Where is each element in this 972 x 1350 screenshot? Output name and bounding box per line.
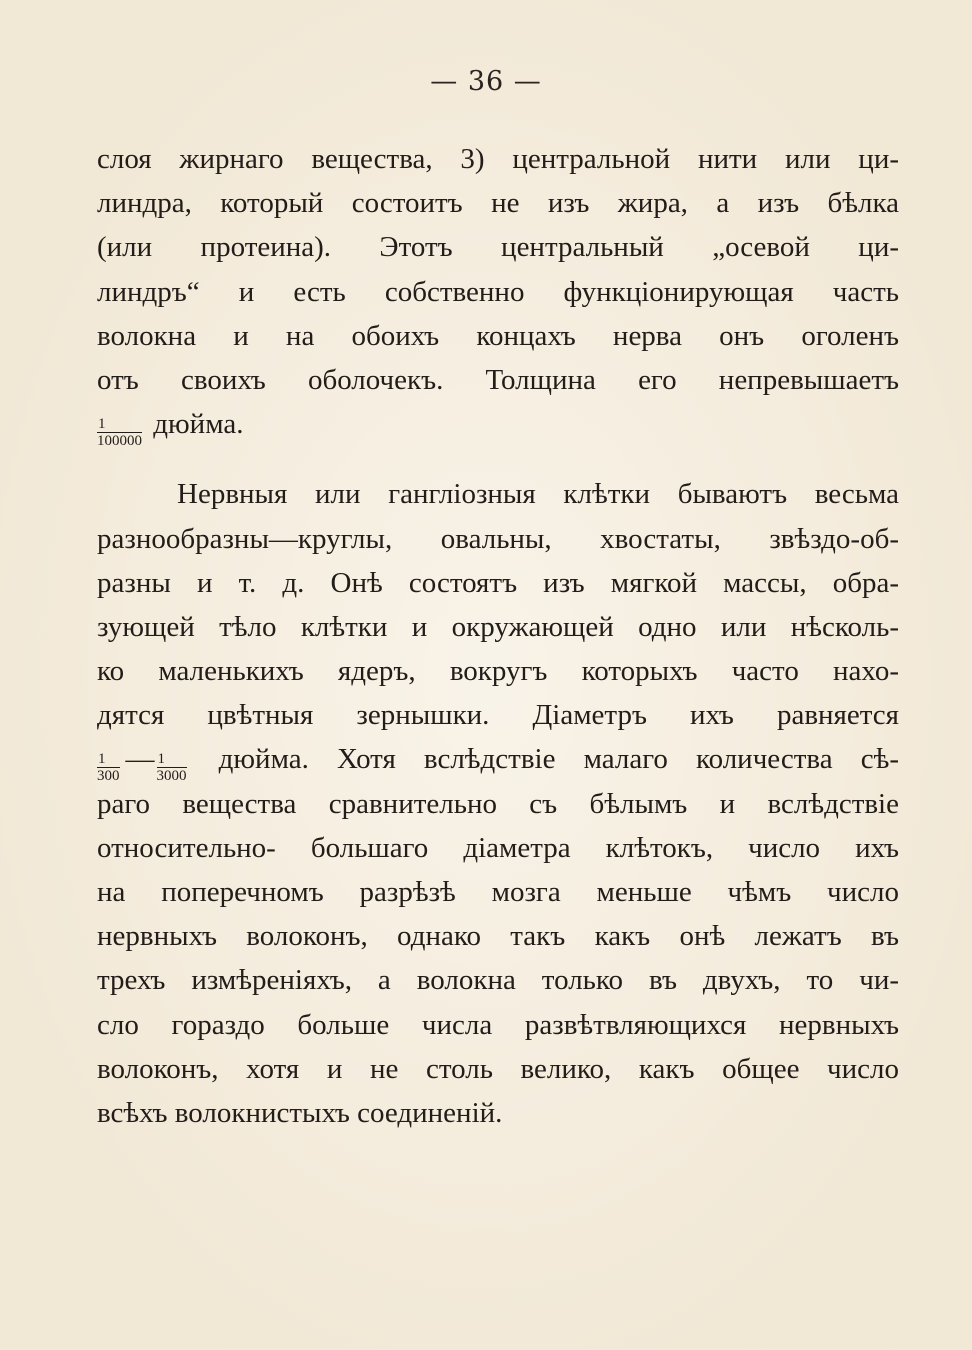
text-line-fractions	[97, 737, 899, 781]
text-line: линдръ“ и есть собственно функціонирующая часть	[97, 275, 899, 308]
text-line: ко маленькихъ ядеръ, вокругъ которыхъ часто нахо-	[97, 655, 899, 688]
text-line: нервныхъ волоконъ, однако такъ какъ онѣ лежатъ въ	[97, 920, 899, 953]
text-fragment: дюйма.	[153, 408, 244, 441]
text-line: дятся цвѣтныя зернышки. Діаметръ ихъ равняется	[97, 699, 899, 732]
dash: —	[125, 743, 155, 776]
text-line: волоконъ, хотя и не столь велико, какъ общее число	[97, 1052, 899, 1085]
fraction-denominator: 3000	[156, 768, 187, 782]
text-line: на поперечномъ разрѣзѣ мозга меньше чѣмъ число	[97, 876, 899, 908]
text-fragment: дюйма. Хотя вслѣдствіе малаго количества сѣ-	[218, 743, 899, 776]
body-text	[97, 137, 899, 1135]
text-line: линдра, который состоитъ не изъ жира, а изъ бѣлка	[97, 187, 899, 220]
text-line-fraction	[97, 402, 899, 446]
text-line: волокна и на обоихъ концахъ нерва онъ оголенъ	[97, 319, 899, 352]
text-line: всѣхъ волокнистыхъ соединеній.	[97, 1096, 503, 1129]
text-line: слоя жирнаго вещества, 3) центральной нити или ци-	[97, 143, 899, 175]
fraction-numerator: 1	[157, 751, 187, 768]
text-line: зующей тѣло клѣтки и окружающей одно или нѣсколь-	[97, 610, 899, 643]
text-line: (или протеина). Этотъ центральный „осевой ци-	[97, 231, 899, 264]
fraction-numerator: 1	[97, 416, 142, 433]
page-number: — 36 —	[430, 66, 542, 97]
text-line: отъ своихъ оболочекъ. Толщина его непревышаетъ	[97, 363, 899, 396]
fraction	[97, 751, 120, 781]
fraction	[97, 416, 142, 446]
paragraph-gap	[97, 446, 899, 472]
text-line: сло гораздо больше числа развѣтвляющихся нервныхъ	[97, 1008, 899, 1041]
text-line: раго вещества сравнительно съ бѣлымъ и вслѣдствіе	[97, 787, 899, 820]
fraction-denominator: 100000	[97, 433, 142, 447]
fraction-numerator: 1	[97, 751, 120, 768]
text-line: относительно- большаго діаметра клѣтокъ, число ихъ	[97, 831, 899, 864]
text-line: трехъ измѣреніяхъ, а волокна только въ двухъ, то чи-	[97, 964, 899, 997]
text-line: разны и т. д. Онѣ состоятъ изъ мягкой массы, обра-	[97, 566, 899, 599]
text-line: разнообразны—круглы, овальны, хвостаты, звѣздо-об-	[97, 522, 899, 555]
text-line: Нервныя или гангліозныя клѣтки бываютъ весьма	[177, 478, 899, 511]
fraction-denominator: 300	[97, 768, 120, 782]
fraction	[157, 751, 187, 781]
